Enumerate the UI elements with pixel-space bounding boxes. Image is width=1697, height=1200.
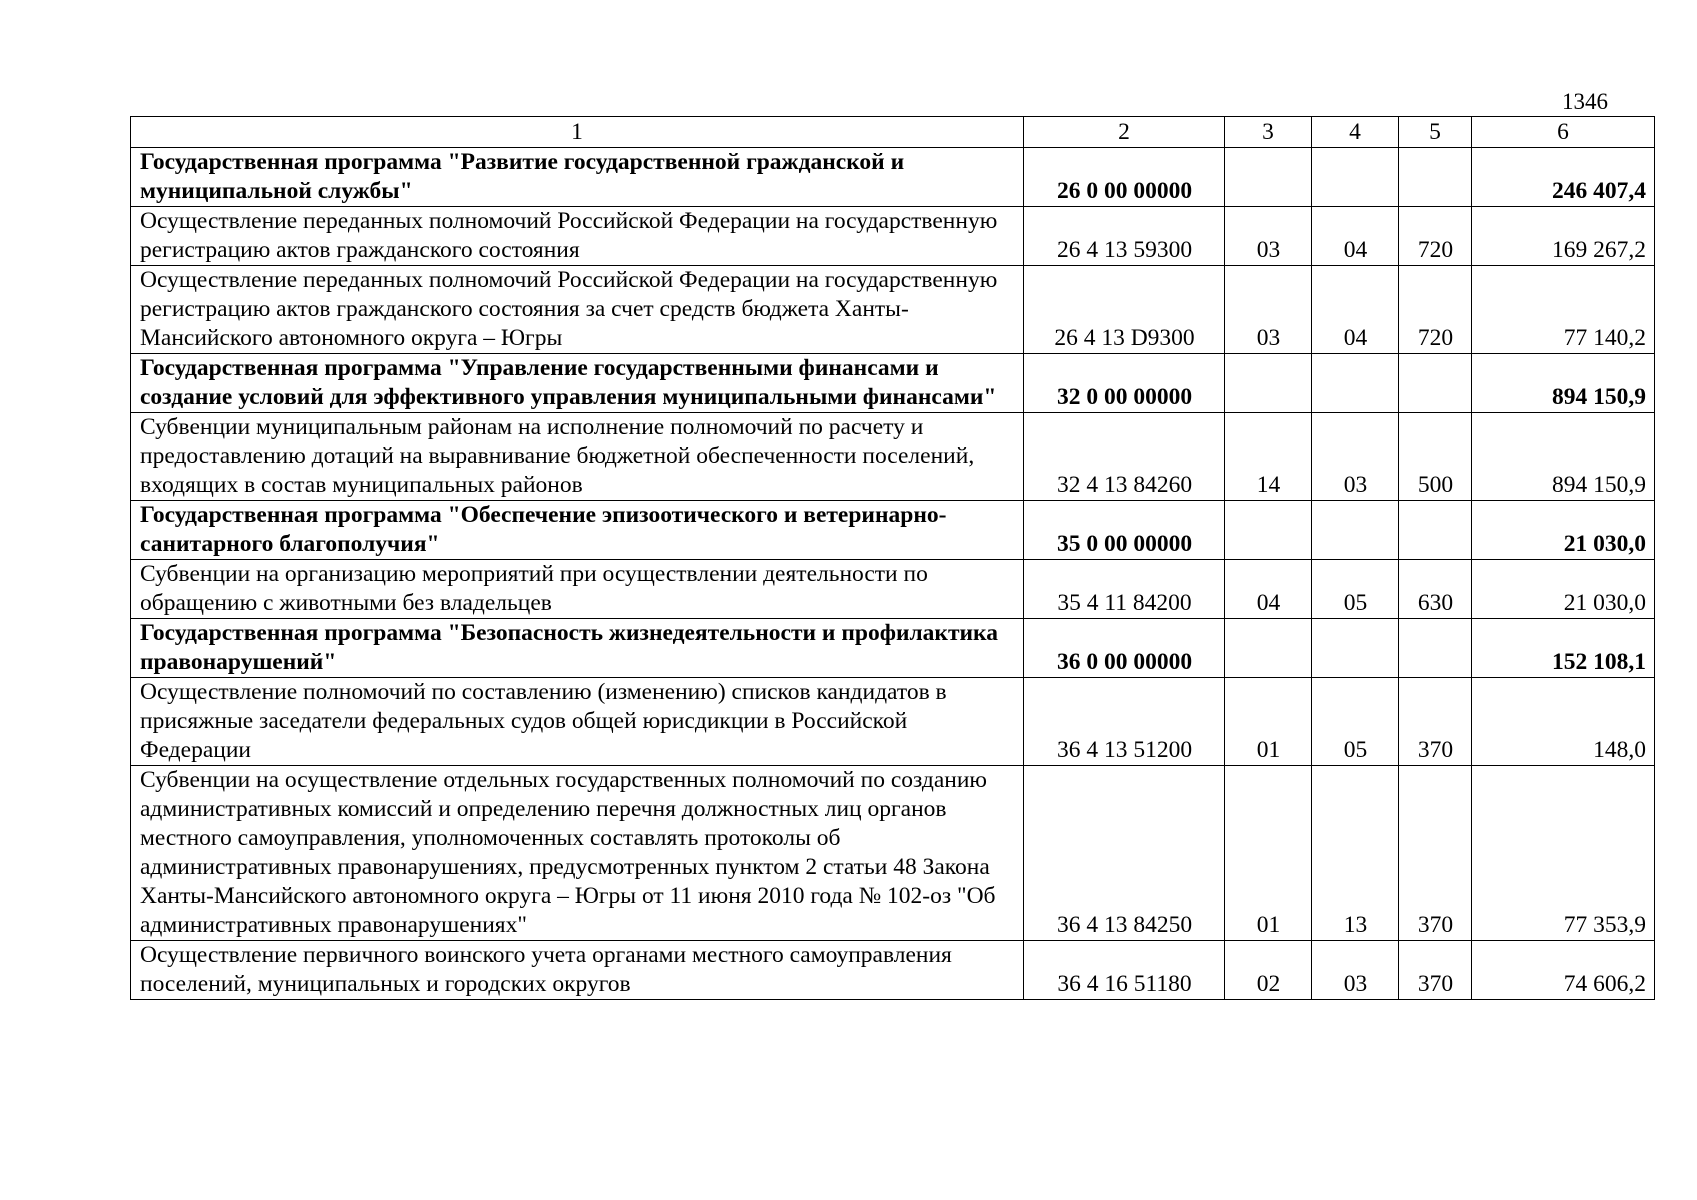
row-col4-cell: 05 [1312,560,1399,619]
row-col3-cell [1225,501,1312,560]
row-name-cell: Государственная программа "Управление государственными финансами и создание условий для эффективного управления муниципальными финансами" [131,354,1024,413]
row-name-cell: Государственная программа "Развитие государственной гражданской и муниципальной службы" [131,148,1024,207]
row-amount-cell: 894 150,9 [1472,354,1655,413]
row-col5-cell [1399,148,1472,207]
row-name-cell: Государственная программа "Безопасность жизнедеятельности и профилактика правонарушений" [131,619,1024,678]
row-name-cell: Государственная программа "Обеспечение эпизоотического и ветеринарно-санитарного благополучия" [131,501,1024,560]
column-header-5: 5 [1399,117,1472,148]
row-col3-cell [1225,148,1312,207]
row-code-cell: 26 0 00 00000 [1024,148,1225,207]
program-row [131,501,1655,560]
row-code-cell: 36 0 00 00000 [1024,619,1225,678]
table-row [131,413,1655,501]
row-col5-cell: 370 [1399,678,1472,766]
row-code-cell: 32 4 13 84260 [1024,413,1225,501]
row-col4-cell [1312,148,1399,207]
row-amount-cell: 21 030,0 [1472,560,1655,619]
row-code-cell: 26 4 13 D9300 [1024,266,1225,354]
row-name-cell: Осуществление переданных полномочий Российской Федерации на государственную регистрацию актов гражданского состояния [131,207,1024,266]
row-code-cell: 35 4 11 84200 [1024,560,1225,619]
row-name-cell: Субвенции на осуществление отдельных государственных полномочий по созданию административных комиссий и определению перечня должностных лиц органов местного самоуправления, уполномоченных составлять протоколы об административных правонарушениях, предусмотренных пунктом 2 статьи 48 Закона Ханты-Мансийского автономного округа – Югры от 11 июня 2010 года № 102-оз "Об административных правонарушениях" [131,766,1024,941]
program-row [131,619,1655,678]
row-col5-cell [1399,619,1472,678]
row-col4-cell: 13 [1312,766,1399,941]
row-name-cell: Осуществление переданных полномочий Российской Федерации на государственную регистрацию актов гражданского состояния за счет средств бюджета Ханты-Мансийского автономного округа – Югры [131,266,1024,354]
row-col5-cell: 720 [1399,207,1472,266]
row-name-cell: Осуществление полномочий по составлению (изменению) списков кандидатов в присяжные заседатели федеральных судов общей юрисдикции в Российской Федерации [131,678,1024,766]
row-col3-cell: 01 [1225,766,1312,941]
row-amount-cell: 152 108,1 [1472,619,1655,678]
row-amount-cell: 169 267,2 [1472,207,1655,266]
row-col5-cell: 370 [1399,941,1472,1000]
column-header-1: 1 [131,117,1024,148]
row-col4-cell: 04 [1312,266,1399,354]
row-code-cell: 36 4 13 51200 [1024,678,1225,766]
row-amount-cell: 21 030,0 [1472,501,1655,560]
row-col4-cell [1312,619,1399,678]
row-col3-cell: 04 [1225,560,1312,619]
row-col5-cell [1399,501,1472,560]
row-col5-cell: 630 [1399,560,1472,619]
row-col5-cell: 720 [1399,266,1472,354]
row-col4-cell: 03 [1312,941,1399,1000]
row-col3-cell [1225,619,1312,678]
column-header-2: 2 [1024,117,1225,148]
row-name-cell: Субвенции муниципальным районам на исполнение полномочий по расчету и предоставлению дотаций на выравнивание бюджетной обеспеченности поселений, входящих в состав муниципальных районов [131,413,1024,501]
table-row [131,266,1655,354]
table-row [131,941,1655,1000]
program-row [131,354,1655,413]
row-col5-cell [1399,354,1472,413]
column-header-4: 4 [1312,117,1399,148]
row-amount-cell: 894 150,9 [1472,413,1655,501]
column-header-3: 3 [1225,117,1312,148]
page-number: 1346 [1562,89,1608,114]
row-amount-cell: 77 353,9 [1472,766,1655,941]
row-col4-cell: 05 [1312,678,1399,766]
row-amount-cell: 246 407,4 [1472,148,1655,207]
table-row [131,678,1655,766]
row-col4-cell: 03 [1312,413,1399,501]
row-name-cell: Осуществление первичного воинского учета органами местного самоуправления поселений, муниципальных и городских округов [131,941,1024,1000]
row-amount-cell: 148,0 [1472,678,1655,766]
row-amount-cell: 77 140,2 [1472,266,1655,354]
table-row [131,766,1655,941]
row-code-cell: 35 0 00 00000 [1024,501,1225,560]
row-col3-cell: 03 [1225,266,1312,354]
program-row [131,148,1655,207]
row-code-cell: 32 0 00 00000 [1024,354,1225,413]
row-col3-cell: 02 [1225,941,1312,1000]
row-col4-cell: 04 [1312,207,1399,266]
row-code-cell: 36 4 16 51180 [1024,941,1225,1000]
row-col4-cell [1312,501,1399,560]
row-col3-cell [1225,354,1312,413]
row-col3-cell: 01 [1225,678,1312,766]
row-code-cell: 36 4 13 84250 [1024,766,1225,941]
row-col3-cell: 14 [1225,413,1312,501]
row-col5-cell: 370 [1399,766,1472,941]
table-body [131,117,1655,1000]
table-row [131,560,1655,619]
table-row [131,207,1655,266]
row-amount-cell: 74 606,2 [1472,941,1655,1000]
row-code-cell: 26 4 13 59300 [1024,207,1225,266]
row-col5-cell: 500 [1399,413,1472,501]
budget-table [130,116,1655,1000]
row-name-cell: Субвенции на организацию мероприятий при осуществлении деятельности по обращению с животными без владельцев [131,560,1024,619]
row-col4-cell [1312,354,1399,413]
row-col3-cell: 03 [1225,207,1312,266]
header-row [131,117,1655,148]
column-header-6: 6 [1472,117,1655,148]
